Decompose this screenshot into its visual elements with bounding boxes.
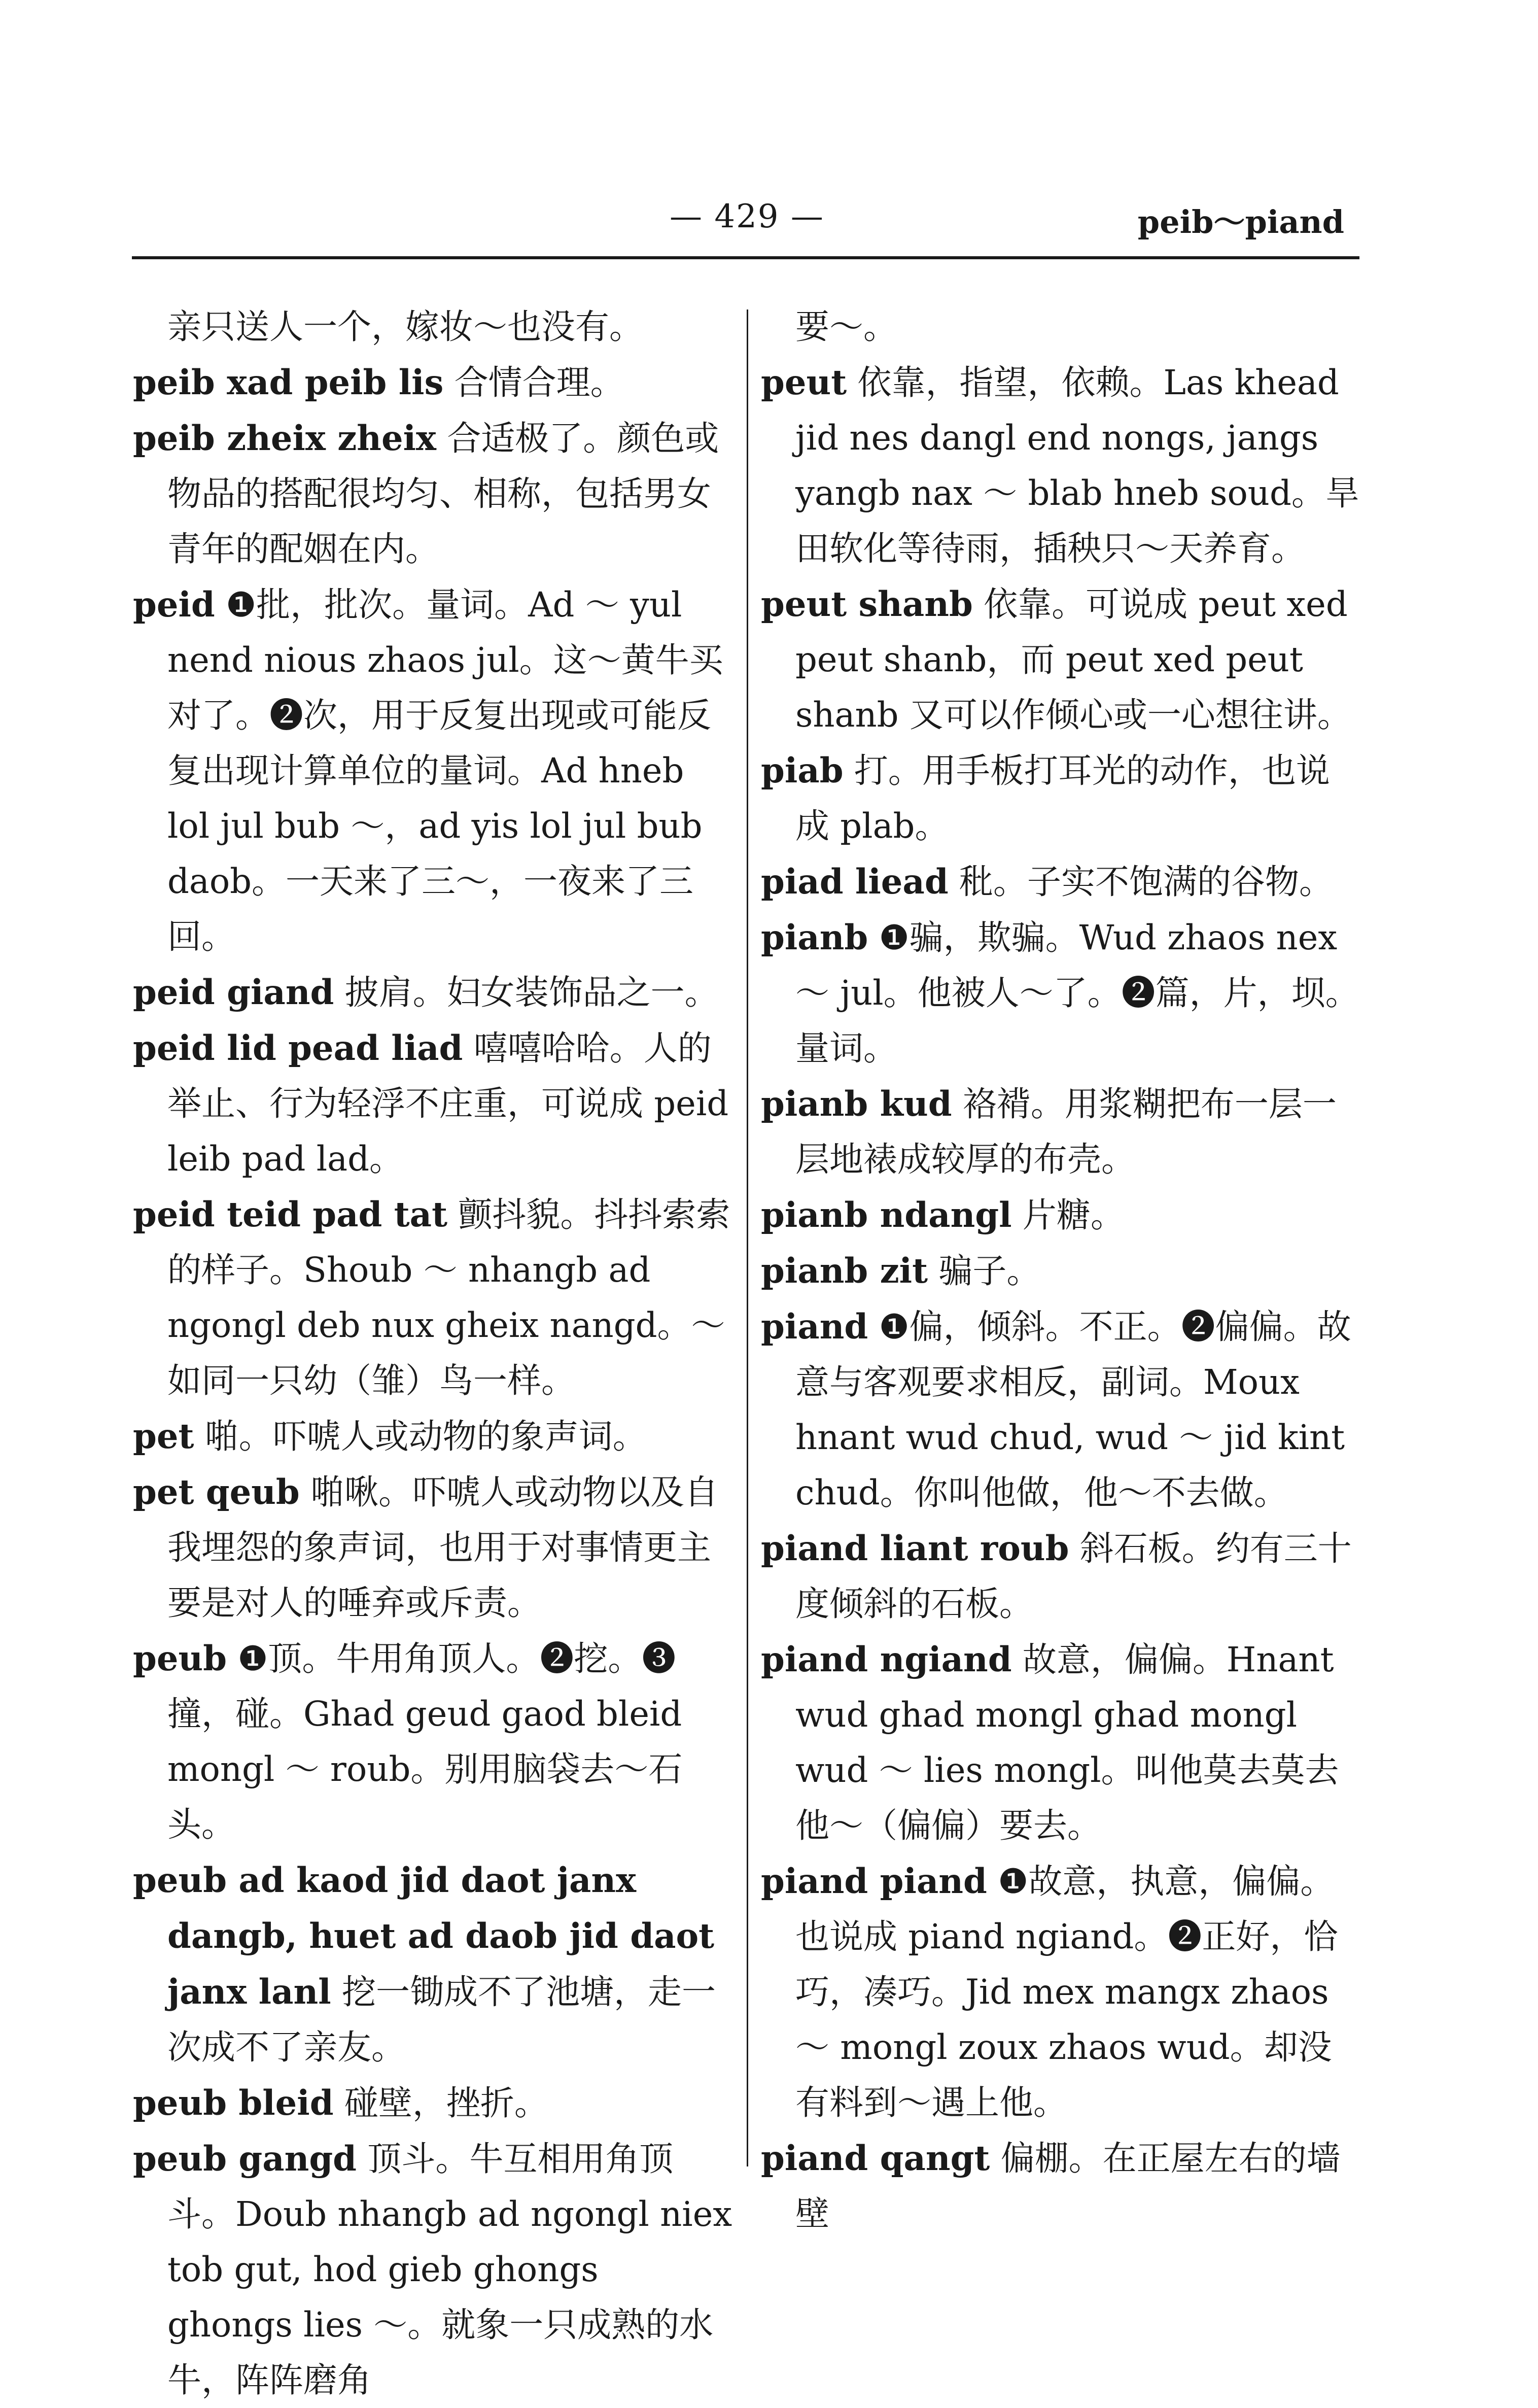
- page-header: [132, 193, 1359, 254]
- dictionary-entry: [133, 2075, 734, 2131]
- definition: 要～。: [795, 307, 897, 347]
- page-range: peib～piand: [1137, 203, 1344, 240]
- definition: ❶批，批次。量词。Ad ～ yul nend nious zhaos jul。这～黄牛买对了。❷次，用于反复出现或可能反复出现计算单位的量词。Ad hneb lol jul bub ～，ad yis lol jul bub daob。一天来了三～，一夜来了三回。: [167, 585, 723, 956]
- dictionary-entry: [133, 1852, 734, 2075]
- headword: piab: [761, 750, 844, 790]
- header-rule: [132, 256, 1359, 259]
- dictionary-entry: [761, 299, 1362, 355]
- dictionary-entry: [761, 1521, 1362, 1632]
- left-column: [133, 299, 734, 2408]
- headword: peub gangd: [133, 2139, 357, 2179]
- right-column: [761, 299, 1362, 2242]
- dictionary-entry: [761, 2130, 1362, 2242]
- headword: peib zheix zheix: [133, 418, 436, 458]
- definition: 啪。吓唬人或动物的象声词。: [204, 1417, 647, 1456]
- headword: pet: [133, 1416, 194, 1456]
- definition: 故意，偏偏。Hnant wud ghad mongl ghad mongl wud ～ lies mongl。叫他莫去莫去他～（偏偏）要去。: [795, 1640, 1339, 1845]
- dictionary-entry: [133, 1464, 734, 1631]
- definition: 片糖。: [1022, 1195, 1125, 1235]
- definition: 斜石板。约有三十度倾斜的石板。: [795, 1529, 1352, 1624]
- definition: 骗子。: [938, 1251, 1041, 1291]
- page-number: — 429 —: [670, 198, 824, 235]
- dictionary-entry: [133, 1408, 734, 1464]
- definition: 亲只送人一个，嫁妆～也没有。: [167, 307, 643, 347]
- column-divider: [747, 309, 748, 2166]
- definition: 顶斗。牛互相用角顶斗。Doub nhangb ad ngongl niex tob gut, hod gieb ghongs ghongs lies ～。就象一只成熟的水牛，阵阵磨角: [167, 2139, 732, 2400]
- headword: piand qangt: [761, 2138, 990, 2178]
- definition: 合适极了。颜色或物品的搭配很均匀、相称，包括男女青年的配姻在内。: [167, 419, 719, 569]
- headword: peut shanb: [761, 584, 973, 624]
- dictionary-entry: [761, 1299, 1362, 1521]
- headword: pianb kud: [761, 1084, 952, 1124]
- headword: peut: [761, 362, 847, 402]
- headword: peid: [133, 584, 215, 625]
- dictionary-entry: [133, 1631, 734, 1852]
- dictionary-entry: [761, 1243, 1362, 1299]
- dictionary-entry: [761, 1076, 1362, 1187]
- headword: pianb zit: [761, 1251, 928, 1291]
- dictionary-entry: [133, 577, 734, 965]
- headword: pianb: [761, 917, 868, 957]
- dictionary-entry: [761, 1853, 1362, 2130]
- headword: piand ngiand: [761, 1639, 1012, 1679]
- dictionary-entry: [133, 1020, 734, 1187]
- definition: ❶骗，欺骗。Wud zhaos nex ～ jul。他被人～了。❷篇，片，坝。量词。: [795, 918, 1359, 1068]
- definition: 秕。子实不饱满的谷物。: [959, 862, 1333, 902]
- definition: ❶故意，执意，偏偏。也说成 piand ngiand。❷正好，恰巧，凑巧。Jid mex mangx zhaos ～ mongl zoux zhaos wud。却没有料到～遇上他。: [795, 1862, 1338, 2122]
- dictionary-entry: [761, 743, 1362, 854]
- headword: peub ad kaod jid daot janx dangb, huet ad daob jid daot janx lanl: [133, 1860, 715, 2012]
- headword: pianb ndangl: [761, 1195, 1012, 1235]
- definition: 啪啾。吓唬人或动物以及自我埋怨的象声词，也用于对事情更主要是对人的唾弃或斥责。: [167, 1472, 719, 1623]
- definition: 合情合理。: [454, 363, 624, 402]
- dictionary-entry: [761, 854, 1362, 910]
- definition: 披肩。妇女装饰品之一。: [344, 973, 719, 1012]
- dictionary-entry: [761, 576, 1362, 743]
- dictionary-entry: [133, 410, 734, 577]
- headword: peid teid pad tat: [133, 1194, 448, 1234]
- headword: piand piand: [761, 1861, 987, 1901]
- dictionary-entry: [761, 1187, 1362, 1243]
- definition: 袼褙。用浆糊把布一层一层地裱成较厚的布壳。: [795, 1084, 1337, 1179]
- dictionary-entry: [133, 965, 734, 1020]
- headword: peib xad peib lis: [133, 362, 444, 402]
- headword: piand liant roub: [761, 1528, 1069, 1568]
- headword: peid lid pead liad: [133, 1028, 463, 1068]
- headword: peub bleid: [133, 2083, 334, 2123]
- dictionary-entry: [133, 355, 734, 410]
- definition: 偏棚。在正屋左右的墙壁: [795, 2139, 1341, 2233]
- dictionary-entry: [761, 355, 1362, 576]
- headword: piand: [761, 1306, 868, 1347]
- definition: 颤抖貌。抖抖索索的样子。Shoub ～ nhangb ad ngongl deb nux gheix nangd。～如同一只幼（雏）鸟一样。: [167, 1195, 730, 1400]
- dictionary-entry: [761, 1632, 1362, 1853]
- definition: 打。用手板打耳光的动作，也说成 plab。: [795, 751, 1330, 846]
- definition: ❶偏，倾斜。不正。❷偏偏。故意与客观要求相反，副词。Moux hnant wud chud, wud ～ jid kint chud。你叫他做，他～不去做。: [795, 1307, 1351, 1512]
- headword: peub: [133, 1638, 227, 1678]
- dictionary-entry: [133, 2131, 734, 2408]
- headword: peid giand: [133, 972, 334, 1012]
- dictionary-entry: [133, 1187, 734, 1408]
- dictionary-entry: [133, 299, 734, 355]
- definition: 依靠。可说成 peut xed peut shanb，而 peut xed peut shanb 又可以作倾心或一心想往讲。: [795, 584, 1351, 735]
- definition: 碰壁，挫折。: [344, 2083, 548, 2123]
- definition: 依靠，指望，依赖。Las khead jid nes dangl end nongs, jangs yangb nax ～ blab hneb soud。旱田软化等待雨，插秧只～天养育。: [795, 363, 1359, 568]
- dictionary-entry: [761, 910, 1362, 1076]
- headword: pet qeub: [133, 1472, 300, 1512]
- definition: 挖一锄成不了池塘，走一次成不了亲友。: [167, 1972, 716, 2067]
- definition: ❶顶。牛用角顶人。❷挖。❸撞，碰。Ghad geud gaod bleid mongl ～ roub。别用脑袋去～石头。: [167, 1639, 683, 1844]
- definition: 嘻嘻哈哈。人的举止、行为轻浮不庄重，可说成 peid leib pad lad。: [167, 1028, 729, 1179]
- headword: piad liead: [761, 862, 949, 902]
